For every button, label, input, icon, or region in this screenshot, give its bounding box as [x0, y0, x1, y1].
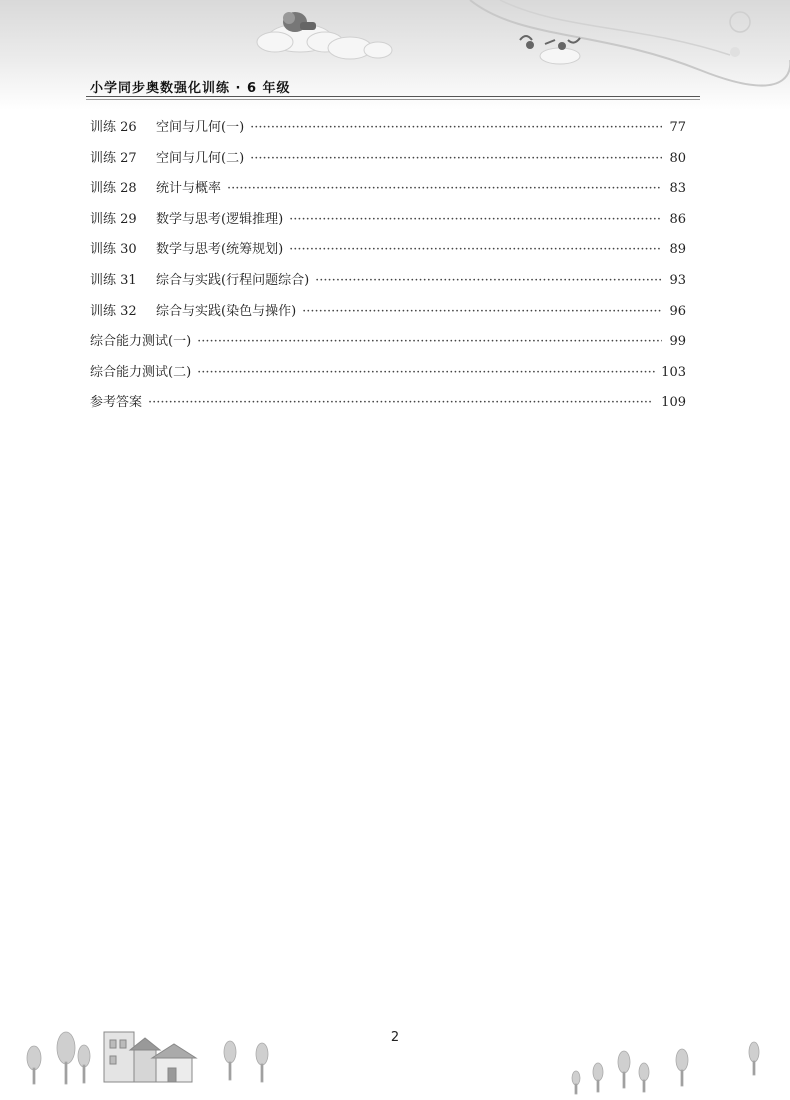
toc-entry-title: 数学与思考(逻辑推理): [156, 211, 284, 227]
toc-entry-page: 109: [661, 395, 686, 411]
toc-entry-title: 综合能力测试(二): [90, 364, 192, 380]
toc-leader-dots: [227, 181, 662, 196]
toc-entry-page: 96: [669, 303, 686, 319]
toc-entry[interactable]: [90, 361, 686, 392]
toc-entry-page: 93: [669, 272, 686, 288]
toc-entry-page: 89: [669, 242, 686, 258]
toc-leader-dots: [197, 334, 662, 349]
toc-entry-page: 83: [669, 181, 686, 197]
toc-entry-title: 空间与几何(一): [156, 120, 245, 135]
cartoon-figure-on-cloud: [283, 12, 316, 32]
page-number: 2: [390, 1030, 400, 1045]
toc-entry-title: 参考答案: [90, 395, 143, 411]
toc-leader-dots: [315, 273, 662, 288]
toc-entry[interactable]: [90, 177, 686, 208]
toc-entry-number: 训练 29: [90, 211, 137, 227]
toc-entry-title: 数学与思考(统筹规划): [156, 242, 284, 258]
toc-entry-title: 综合与实践(染色与操作): [156, 303, 297, 319]
toc-entry-number: 训练 28: [90, 181, 137, 197]
house-illustration: [104, 1032, 196, 1082]
toc-leader-dots: [302, 304, 662, 319]
toc-entry[interactable]: [90, 208, 686, 239]
running-header-title: 小学同步奥数强化训练 · 6 年级: [90, 81, 291, 96]
toc-entry[interactable]: [90, 147, 686, 178]
header-rule-thin: [86, 99, 700, 100]
toc-entry[interactable]: [90, 330, 686, 361]
toc-leader-dots: [250, 120, 662, 135]
toc-entry-number: 训练 26: [90, 120, 137, 135]
toc-leader-dots: [250, 151, 662, 166]
toc-entry-page: 86: [669, 211, 686, 227]
toc-entry-number: 训练 30: [90, 242, 137, 258]
music-notes: [520, 36, 580, 49]
table-of-contents: [90, 116, 686, 422]
toc-entry-number: 训练 27: [90, 150, 137, 166]
toc-entry-page: 103: [661, 364, 686, 380]
toc-entry-page: 80: [669, 150, 686, 166]
toc-entry-title: 综合与实践(行程问题综合): [156, 272, 310, 288]
bottom-decoration: [0, 1010, 790, 1100]
toc-entry[interactable]: [90, 300, 686, 331]
toc-entry[interactable]: [90, 238, 686, 269]
toc-entry[interactable]: [90, 391, 686, 422]
toc-leader-dots: [289, 212, 662, 227]
toc-entry[interactable]: [90, 116, 686, 147]
toc-entry-title: 统计与概率: [156, 181, 222, 197]
toc-entry-number: 训练 32: [90, 303, 137, 319]
header-rule: [86, 96, 700, 97]
toc-entry-title: 空间与几何(二): [156, 150, 245, 166]
toc-entry-page: 99: [669, 334, 686, 350]
toc-leader-dots: [197, 365, 655, 380]
toc-entry[interactable]: [90, 269, 686, 300]
toc-entry-number: 训练 31: [90, 272, 137, 288]
toc-leader-dots: [289, 242, 662, 257]
toc-leader-dots: [148, 395, 655, 410]
toc-entry-title: 综合能力测试(一): [90, 334, 192, 350]
toc-entry-page: 77: [669, 120, 686, 135]
